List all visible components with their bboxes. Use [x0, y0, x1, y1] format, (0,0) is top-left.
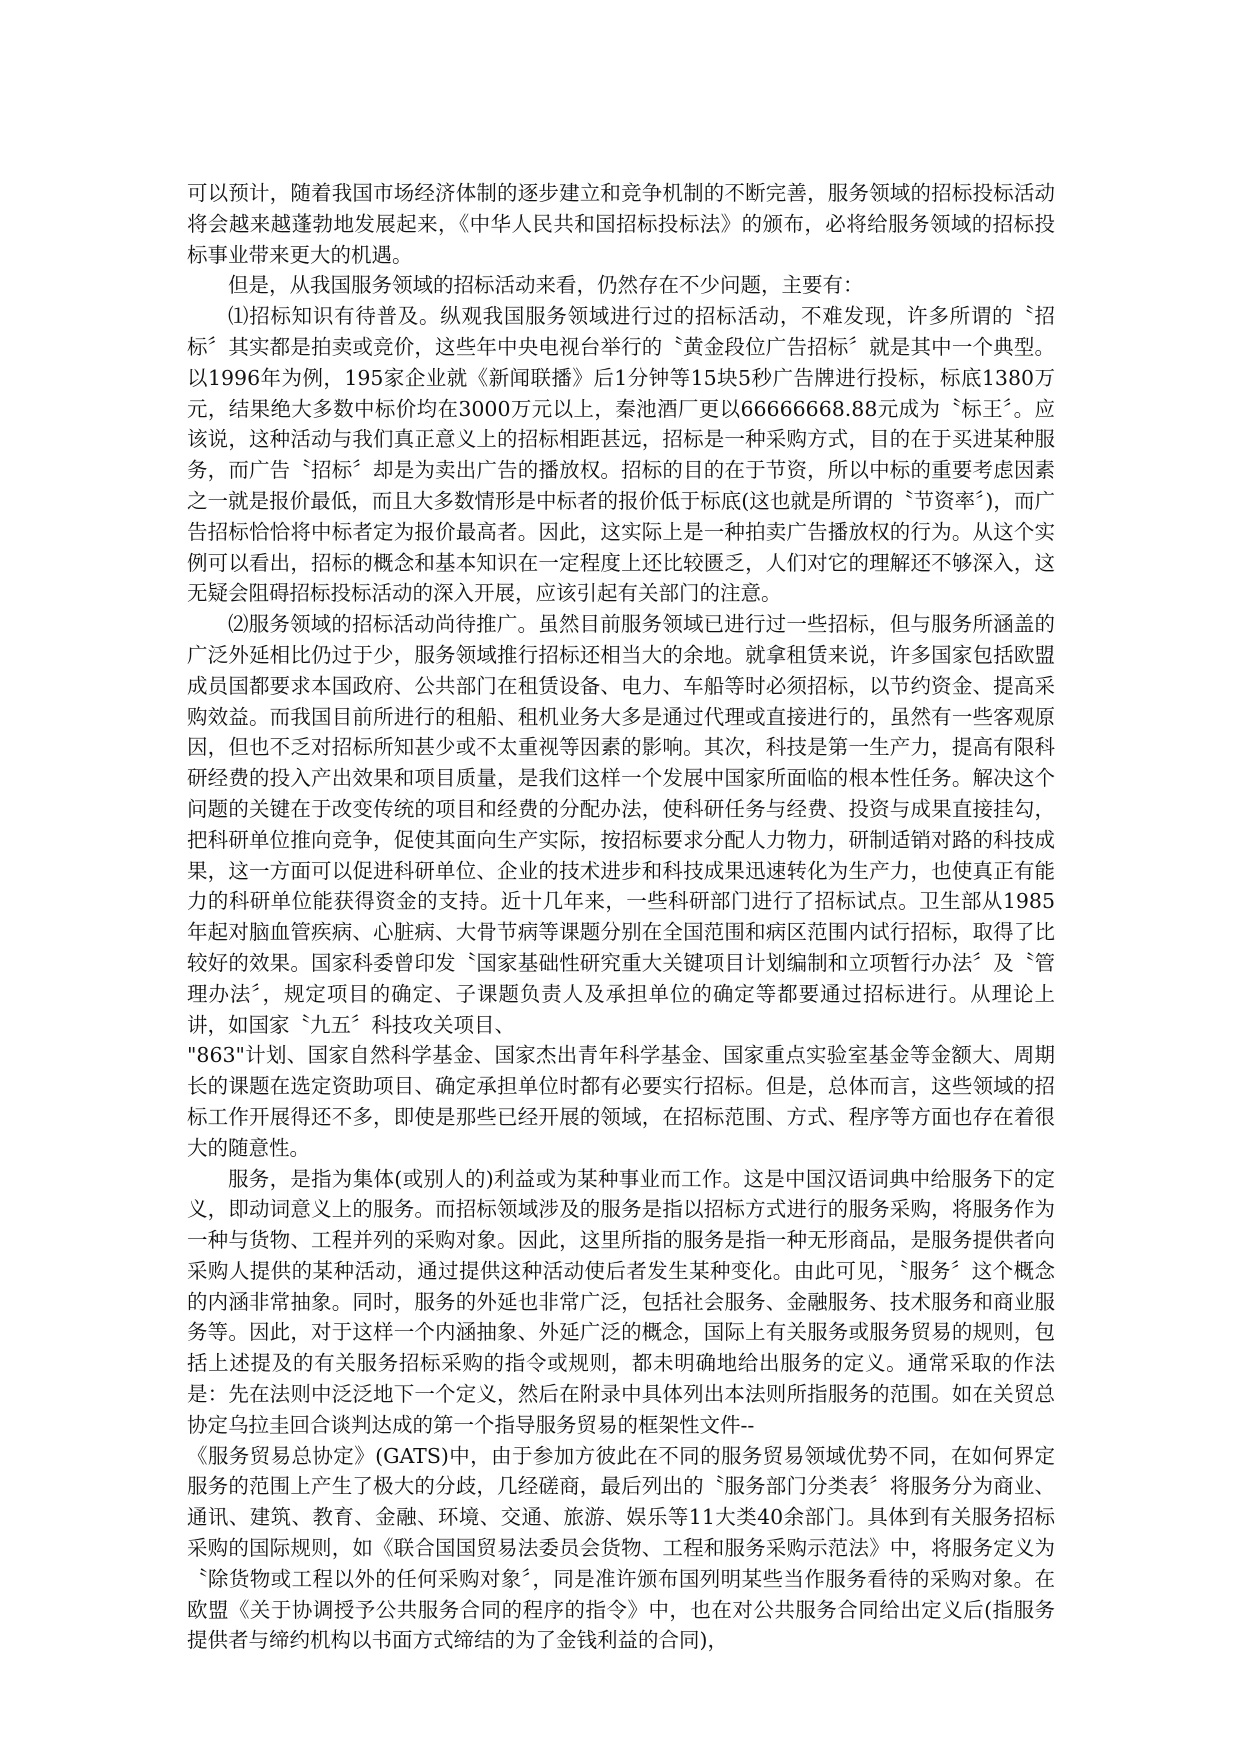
- paragraph-4: ⑵服务领域的招标活动尚待推广。虽然目前服务领域已进行过一些招标，但与服务所涵盖的广泛外延相比仍过于少，服务领域推行招标还相当大的余地。就拿租赁来说，许多国家包括欧盟成员国都要求本国政府、公共部门在租赁设备、电力、车船等时必须招标，以节约资金、提高采购效益。而我国目前所进行的租船、租机业务大多是通过代理或直接进行的，虽然有一些客观原因，但也不乏对招标所知甚少或不太重视等因素的影响。其次，科技是第一生产力，提高有限科研经费的投入产出效果和项目质量，是我们这样一个发展中国家所面临的根本性任务。解决这个问题的关键在于改变传统的项目和经费的分配办法，使科研任务与经费、投资与成果直接挂勾，把科研单位推向竞争，促使其面向生产实际，按招标要求分配人力物力，研制适销对路的科技成果，这一方面可以促进科研单位、企业的技术进步和科技成果迅速转化为生产力，也使真正有能力的科研单位能获得资金的支持。近十几年来，一些科研部门进行了招标试点。卫生部从1985年起对脑血管疾病、心脏病、大骨节病等课题分别在全国范围和病区范围内试行招标，取得了比较好的效果。国家科委曾印发〝国家基础性研究重大关键项目计划编制和立项暂行办法〞及〝管理办法〞，规定项目的确定、子课题负责人及承担单位的确定等都要通过招标进行。从理论上讲，如国家〝九五〞科技攻关项目、: [187, 612, 1055, 1037]
- paragraph-6: 服务，是指为集体(或别人的)利益或为某种事业而工作。这是中国汉语词典中给服务下的定义，即动词意义上的服务。而招标领域涉及的服务是指以招标方式进行的服务采购，将服务作为一种与货物、工程并列的采购对象。因此，这里所指的服务是指一种无形商品，是服务提供者向采购人提供的某种活动，通过提供这种活动使后者发生某种变化。由此可见，〝服务〞这个概念的内涵非常抽象。同时，服务的外延也非常广泛，包括社会服务、金融服务、技术服务和商业服务等。因此，对于这样一个内涵抽象、外延广泛的概念，国际上有关服务或服务贸易的规则，包括上述提及的有关服务招标采购的指令或规则，都未明确地给出服务的定义。通常采取的作法是：先在法则中泛泛地下一个定义，然后在附录中具体列出本法则所指服务的范围。如在关贸总协定乌拉圭回合谈判达成的第一个指导服务贸易的框架性文件--: [187, 1166, 1055, 1437]
- paragraph-7: 《服务贸易总协定》(GATS)中，由于参加方彼此在不同的服务贸易领域优势不同，在如何界定服务的范围上产生了极大的分歧，几经磋商，最后列出的〝服务部门分类表〞将服务分为商业、通讯、建筑、教育、金融、环境、交通、旅游、娱乐等11大类40余部门。具体到有关服务招标采购的国际规则，如《联合国国贸易法委员会货物、工程和服务采购示范法》中，将服务定义为〝除货物或工程以外的任何采购对象〞，同是准许颁布国列明某些当作服务看待的采购对象。在欧盟《关于协调授予公共服务合同的程序的指令》中，也在对公共服务合同给出定义后(指服务提供者与缔约机构以书面方式缔结的为了金钱利益的合同)，: [187, 1443, 1055, 1653]
- paragraph-3: ⑴招标知识有待普及。纵观我国服务领域进行过的招标活动，不难发现，许多所谓的〝招标〞其实都是拍卖或竞价，这些年中央电视台举行的〝黄金段位广告招标〞就是其中一个典型。以1996年为例，195家企业就《新闻联播》后1分钟等15块5秒广告牌进行投标，标底1380万元，结果绝大多数中标价均在3000万元以上，秦池酒厂更以66666668.88元成为〝标王〞。应该说，这种活动与我们真正意义上的招标相距甚远，招标是一种采购方式，目的在于买进某种服务，而广告〝招标〞却是为卖出广告的播放权。招标的目的在于节资，所以中标的重要考虑因素之一就是报价最低，而且大多数情形是中标者的报价低于标底(这也就是所谓的〝节资率〞)，而广告招标恰恰将中标者定为报价最高者。因此，这实际上是一种拍卖广告播放权的行为。从这个实例可以看出，招标的概念和基本知识在一定程度上还比较匮乏，人们对它的理解还不够深入，这无疑会阻碍招标投标活动的深入开展，应该引起有关部门的注意。: [187, 304, 1055, 606]
- paragraph-2: 但是，从我国服务领域的招标活动来看，仍然存在不少问题，主要有：: [228, 273, 864, 298]
- document-body: [187, 178, 1055, 1656]
- paragraph-1: 可以预计，随着我国市场经济体制的逐步建立和竞争机制的不断完善，服务领域的招标投标活动将会越来越蓬勃地发展起来，《中华人民共和国招标投标法》的颁布，必将给服务领域的招标投标事业带来更大的机遇。: [187, 181, 1055, 267]
- paragraph-5: "863"计划、国家自然科学基金、国家杰出青年科学基金、国家重点实验室基金等金额大、周期长的课题在选定资助项目、确定承担单位时都有必要实行招标。但是，总体而言，这些领域的招标工作开展得还不多，即使是那些已经开展的领域，在招标范围、方式、程序等方面也存在着很大的随意性。: [187, 1043, 1055, 1160]
